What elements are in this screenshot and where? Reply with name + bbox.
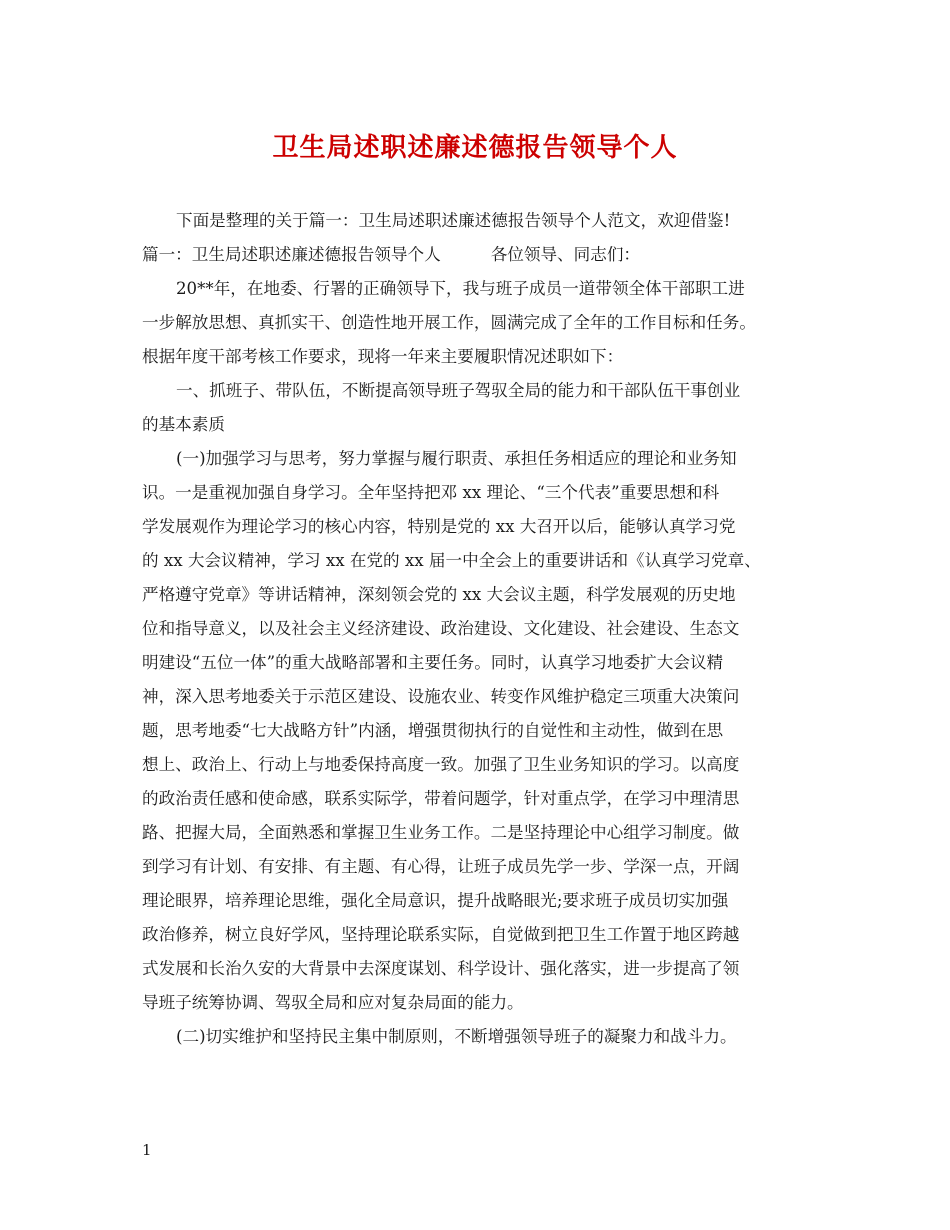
body-line-text: 20**年，在地委、行署的正确领导下，我与班子成员一道带领全体干部职工进 — [176, 279, 745, 298]
body-line-text: 一、抓班子、带队伍，不断提高领导班子驾驭全局的能力和干部队伍干事创业 — [176, 381, 741, 400]
body-line-text: 下面是整理的关于篇一：卫生局述职述廉述德报告领导个人范文，欢迎借鉴! — [176, 211, 731, 230]
body-line — [142, 884, 818, 918]
body-line-text: 式发展和长治久安的大背景中去深度谋划、科学设计、强化落实，进一步提高了领 — [142, 959, 740, 978]
body-line — [142, 272, 818, 306]
document-title: 卫生局述职述廉述德报告领导个人 — [272, 133, 678, 163]
body-line — [142, 510, 818, 544]
body-line-text: 篇一：卫生局述职述廉述德报告领导个人 — [142, 245, 441, 264]
body-line — [142, 986, 818, 1020]
body-line-text: 导班子统筹协调、驾驭全局和应对复杂局面的能力。 — [142, 993, 524, 1012]
body-line-text: 严格遵守党章》等讲话精神，深刻领会党的 xx 大会议主题，科学发展观的历史地 — [142, 585, 736, 604]
body-line — [142, 442, 818, 476]
body-line — [142, 918, 818, 952]
body-line — [142, 714, 818, 748]
body-line — [142, 680, 818, 714]
body-line-text: 神，深入思考地委关于示范区建设、设施农业、转变作风维护稳定三项重大决策问 — [142, 687, 740, 706]
body-line-text: 的政治责任感和使命感，联系实际学，带着问题学，针对重点学，在学习中理清思 — [142, 789, 740, 808]
body-line-text: 想上、政治上、行动上与地委保持高度一致。加强了卫生业务知识的学习。以高度 — [142, 755, 740, 774]
body-line — [142, 340, 818, 374]
body-line-salutation: 各位领导、同志们： — [490, 245, 641, 264]
body-line — [142, 612, 818, 646]
body-line — [142, 782, 818, 816]
body-line-text: 的基本素质 — [142, 415, 225, 434]
body-line — [142, 238, 818, 272]
page-number: 1 — [142, 1141, 152, 1159]
body-line-text: 一步解放思想、真抓实干、创造性地开展工作，圆满完成了全年的工作目标和任务。 — [142, 313, 756, 332]
body-line-text: 题，思考地委“七大战略方针”内涵，增强贯彻执行的自觉性和主动性，做到在思 — [142, 721, 724, 740]
body-line — [142, 306, 818, 340]
body-line-text: (二)切实维护和坚持民主集中制原则，不断增强领导班子的凝聚力和战斗力。 — [176, 1027, 737, 1046]
body-line — [142, 646, 818, 680]
body-line-text: 理论眼界，培养理论思维，强化全局意识，提升战略眼光;要求班子成员切实加强 — [142, 891, 729, 910]
body-line — [142, 748, 818, 782]
body-line — [142, 850, 818, 884]
body-line — [142, 1020, 818, 1054]
body-line — [142, 952, 818, 986]
body-line — [142, 544, 818, 578]
body-line — [142, 408, 818, 442]
document-body — [142, 204, 818, 1054]
body-line — [142, 816, 818, 850]
body-line-text: 位和指导意义，以及社会主义经济建设、政治建设、文化建设、社会建设、生态文 — [142, 619, 740, 638]
body-line-text: 政治修养，树立良好学风，坚持理论联系实际，自觉做到把卫生工作置于地区跨越 — [142, 925, 740, 944]
body-line-text: 明建设“五位一体”的重大战略部署和主要任务。同时，认真学习地委扩大会议精 — [142, 653, 724, 672]
body-line-text: 到学习有计划、有安排、有主题、有心得，让班子成员先学一步、学深一点，开阔 — [142, 857, 740, 876]
body-line-text: 根据年度干部考核工作要求，现将一年来主要履职情况述职如下： — [142, 347, 624, 366]
body-line — [142, 204, 818, 238]
body-line — [142, 374, 818, 408]
body-line — [142, 476, 818, 510]
body-line-text: 的 xx 大会议精神，学习 xx 在党的 xx 届一中全会上的重要讲话和《认真学习党章、 — [142, 551, 761, 570]
body-line-text: 路、把握大局，全面熟悉和掌握卫生业务工作。二是坚持理论中心组学习制度。做 — [142, 823, 740, 842]
body-line-text: (一)加强学习与思考，努力掌握与履行职责、承担任务相适应的理论和业务知 — [176, 449, 737, 468]
body-line-text: 识。一是重视加强自身学习。全年坚持把邓 xx 理论、“三个代表”重要思想和科 — [142, 483, 720, 502]
body-line — [142, 578, 818, 612]
body-line-text: 学发展观作为理论学习的核心内容，特别是党的 xx 大召开以后，能够认真学习党 — [142, 517, 736, 536]
